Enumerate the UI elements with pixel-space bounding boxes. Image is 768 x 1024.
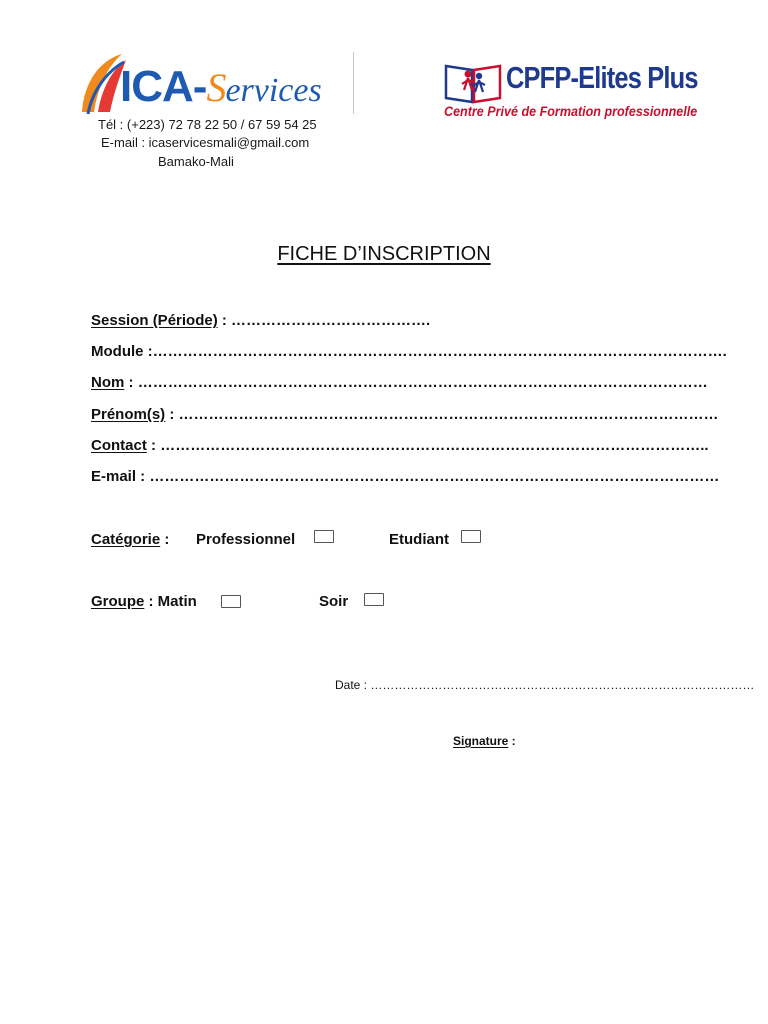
field-label: Session (Période)	[91, 312, 218, 329]
open-book-icon	[444, 60, 502, 104]
field-label: Nom	[91, 374, 125, 391]
field-dots: ………………………………….	[231, 312, 431, 329]
group-soir-checkbox[interactable]	[364, 593, 384, 606]
ica-brand-text: ICA-Services	[120, 62, 322, 111]
page-title: FICHE D’INSCRIPTION	[277, 243, 491, 265]
field-label: Module	[91, 343, 144, 360]
cpfp-title: CPFP-Elites Plus	[506, 60, 698, 95]
contact-email: E-mail : icaservicesmali@gmail.com	[101, 135, 310, 150]
logo-divider	[353, 52, 354, 114]
field-dots: ………………………………………………………………………………………………	[178, 406, 719, 423]
field-dots: …………………………………………………………………………………………………….	[152, 343, 727, 360]
contact-city: Bamako-Mali	[158, 154, 234, 169]
field-dots: ……………………………………………………………………………………………………	[137, 374, 708, 391]
field-module[interactable]: Module :…………………………………………………………………………………………………….	[91, 343, 727, 360]
field-nom[interactable]: Nom : ……………………………………………………………………………………………………	[91, 374, 708, 391]
cpfp-logo	[444, 58, 698, 130]
date-field[interactable]	[335, 677, 754, 693]
contact-phone: Tél : (+223) 72 78 22 50 / 67 59 54 25	[98, 117, 317, 132]
signature-field: Signature :	[453, 734, 516, 748]
field-label: E-mail	[91, 468, 137, 485]
cpfp-subtitle: Centre Privé de Formation professionnelle	[444, 104, 698, 119]
category-etudiant-label: Etudiant	[389, 531, 449, 548]
signature-label: Signature	[453, 734, 509, 748]
ica-services-logo	[78, 52, 356, 116]
field-email[interactable]: E-mail : ……………………………………………………………………………………………………	[91, 468, 720, 485]
group-matin-checkbox[interactable]	[221, 595, 241, 608]
group-soir-label: Soir	[319, 593, 349, 610]
category-professionnel-checkbox[interactable]	[314, 530, 334, 543]
group-label: Groupe : Matin	[91, 593, 197, 610]
field-dots: ………………………………………………………………………………………………..	[160, 437, 709, 454]
category-label: Catégorie :	[91, 531, 170, 548]
date-dots: ……………………………………………………………………………………	[370, 678, 755, 692]
field-prenom[interactable]: Prénom(s) : ………………………………………………………………………………………………	[91, 406, 719, 423]
field-session[interactable]: Session (Période) : ………………………………….	[91, 312, 431, 329]
field-label: Contact	[91, 437, 147, 454]
date-label: Date :	[335, 678, 371, 692]
category-professionnel-label: Professionnel	[196, 531, 296, 548]
field-dots: ……………………………………………………………………………………………………	[149, 468, 720, 485]
field-label: Prénom(s)	[91, 406, 166, 423]
field-contact[interactable]: Contact : ………………………………………………………………………………………………..	[91, 437, 709, 454]
category-etudiant-checkbox[interactable]	[461, 530, 481, 543]
